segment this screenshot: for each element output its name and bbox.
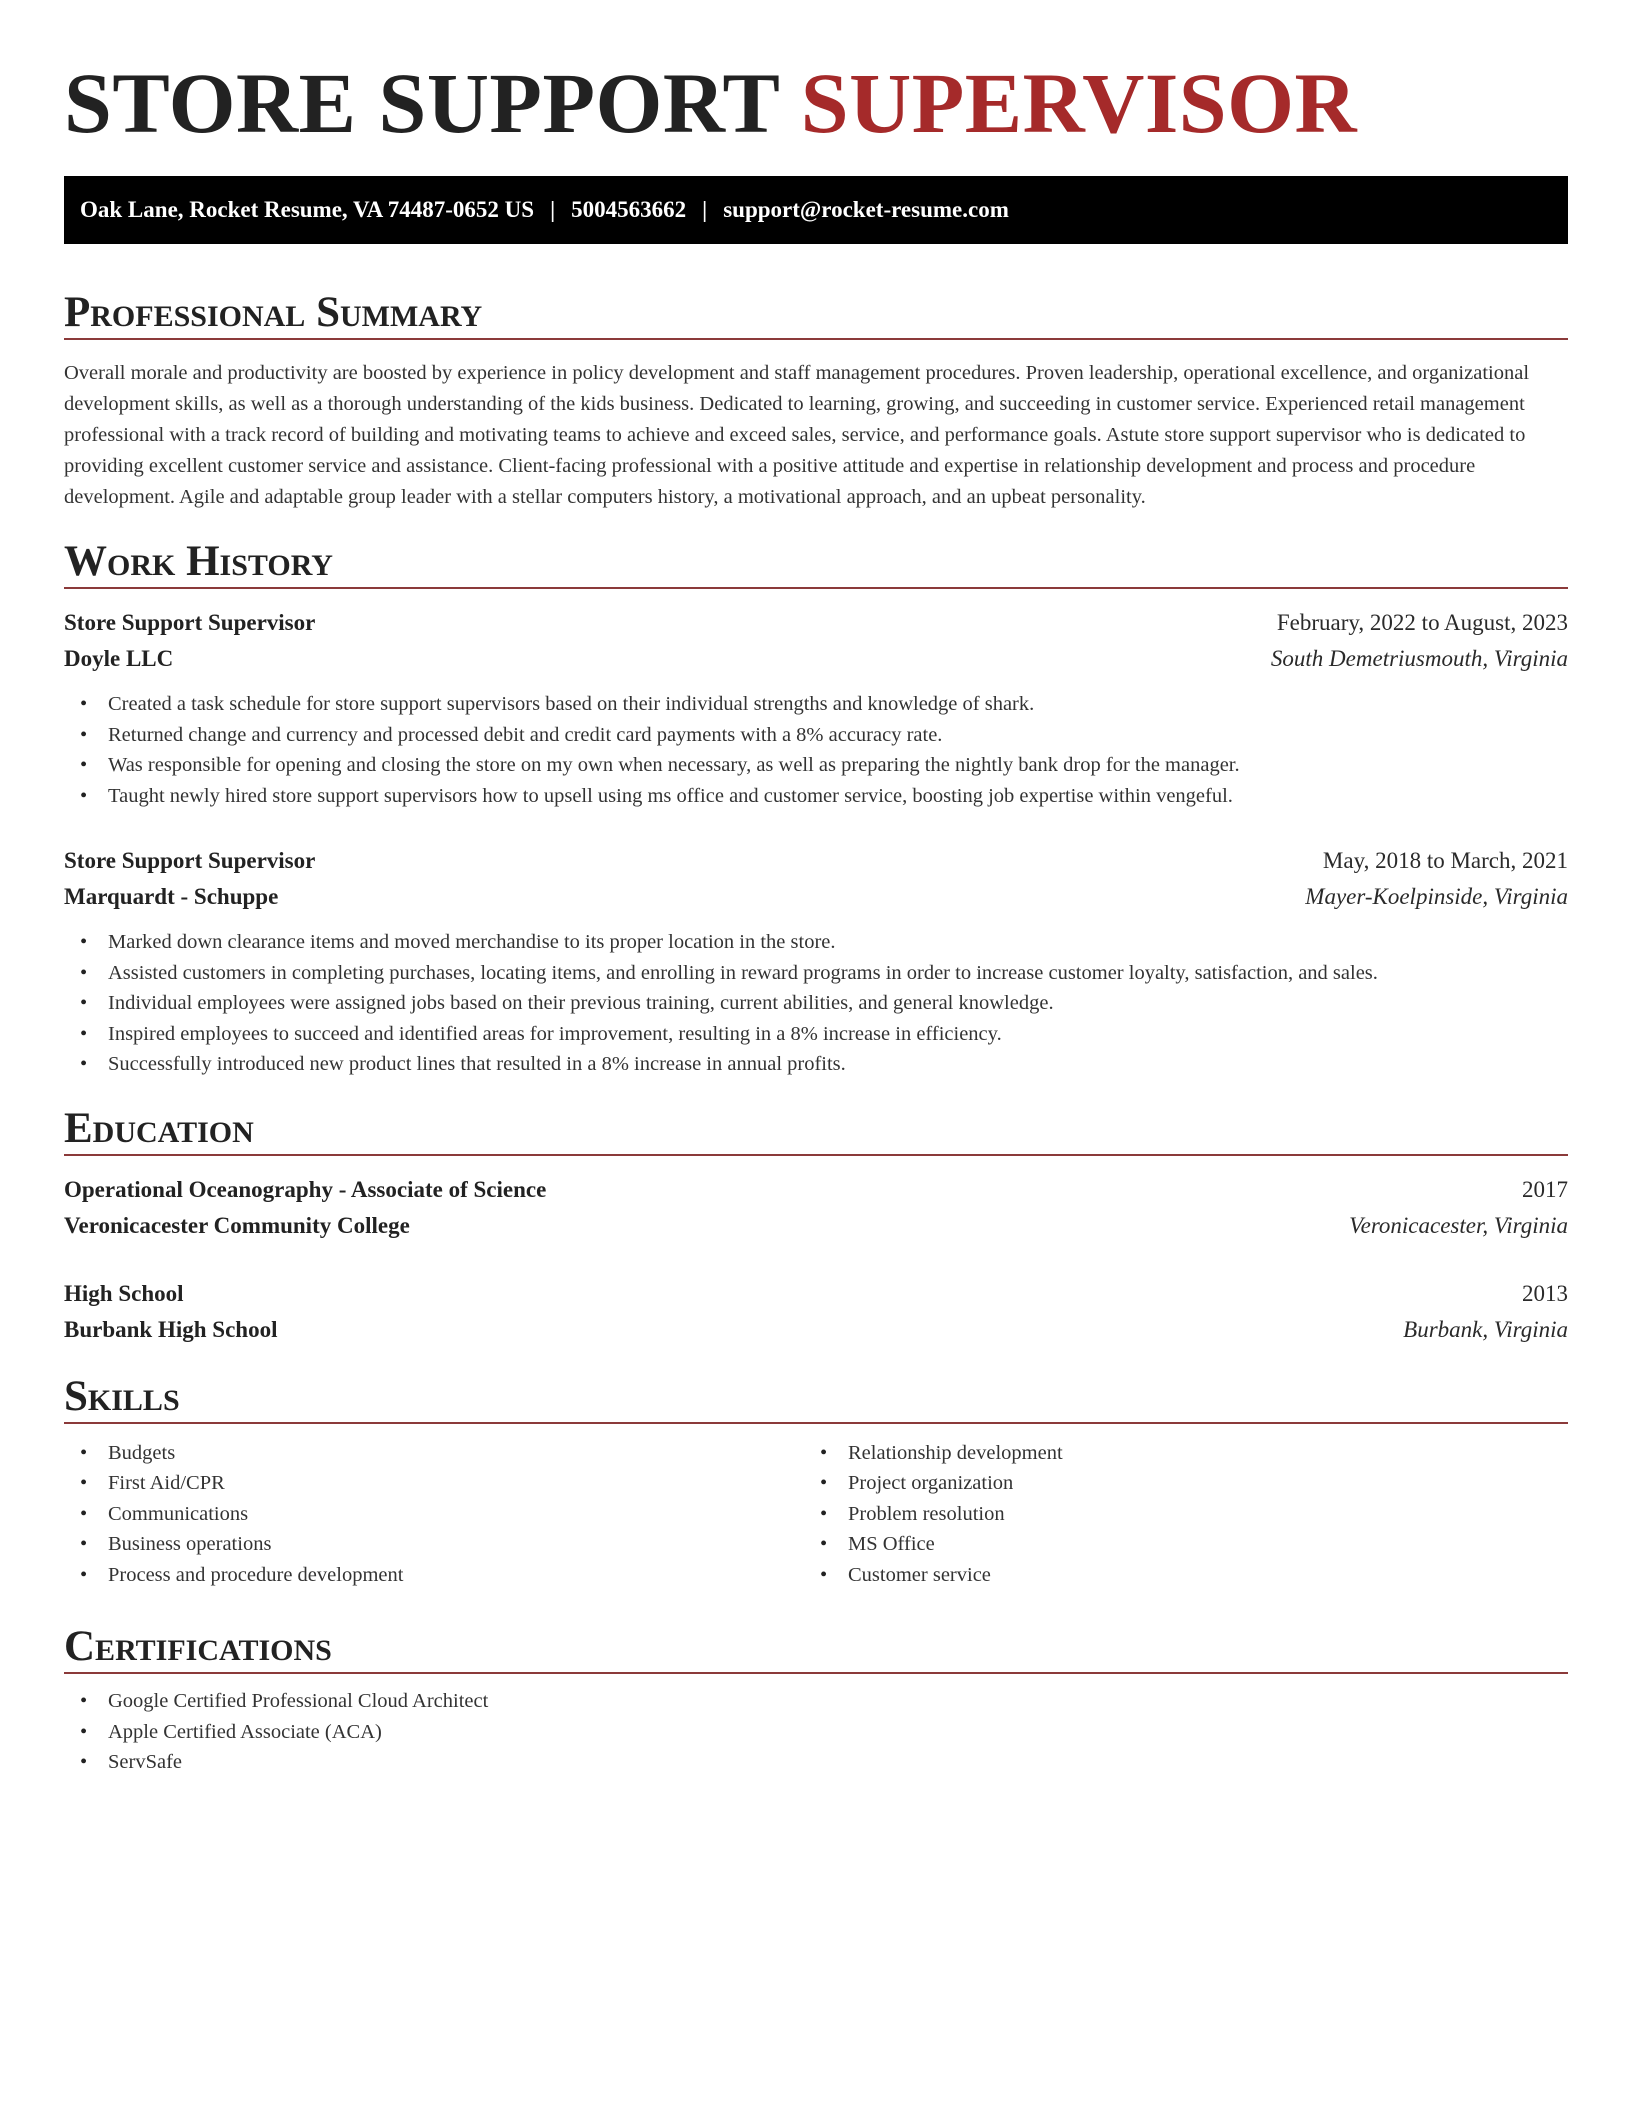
skill-item: • Relationship development [804,1438,1544,1469]
title-main: STORE SUPPORT [64,55,801,151]
skill-item: • Communications [64,1499,804,1530]
job-bullet: • Successfully introduced new product lines that resulted in a 8% increase in annual profits. [64,1049,1568,1080]
job-bullet: • Inspired employees to succeed and identified areas for improvement, resulting in a 8% increase in efficiency. [64,1019,1568,1050]
job-bullets [64,689,1568,811]
job-dates: May, 2018 to March, 2021 [1322,848,1568,873]
section-divider [64,1672,1568,1674]
title-accent: SUPERVISOR [800,55,1358,151]
contact-separator: | [702,197,708,222]
section-divider [64,1422,1568,1424]
skill-item: • Business operations [64,1529,804,1560]
skill-item: • MS Office [804,1529,1544,1560]
skills-heading: Skills [64,1372,180,1420]
job-entry [64,843,1568,1080]
contact-address: Oak Lane, Rocket Resume, VA 74487-0652 US [80,197,535,222]
contact-bar [64,176,1568,244]
certification-item: • ServSafe [64,1747,1568,1778]
job-bullet: • Returned change and currency and processed debit and credit card payments with a 8% accuracy rate. [64,720,1568,751]
summary-text: Overall morale and productivity are boosted by experience in policy development and staff management procedures. Proven leadership, operational excellence, and organizational development skills, as well as a thorough understanding of the kids business. Dedicated to learning, growing, and succeeding in customer service. Experienced retail management professional with a track record of building and motivating teams to achieve and exceed sales, service, and performance goals. Astute store support supervisor who is dedicated to providing excellent customer service and assistance. Client-facing professional with a positive attitude and expertise in relationship development and process and procedure development. Agile and adaptable group leader with a stellar computers history, a motivational approach, and an upbeat personality. [64,362,1530,508]
job-location: South Demetriusmouth, Virginia [1270,646,1568,671]
summary-heading: Professional Summary [64,289,483,336]
section-divider [64,1154,1568,1156]
education-degree: High School [64,1280,184,1306]
education-school: Burbank High School [64,1316,278,1342]
contact-separator: | [550,197,556,222]
job-entry [64,605,1568,811]
education-entry [64,1276,1568,1348]
education-school: Veronicacester Community College [64,1212,410,1238]
job-company-row [64,879,1568,915]
job-bullet: • Created a task schedule for store support supervisors based on their individual strengths and knowledge of shark. [64,689,1568,720]
skills-list-left [64,1438,804,1591]
education-heading: Education [64,1104,254,1152]
job-header-row [64,605,1568,641]
contact-phone: 5004563662 [571,197,687,222]
skill-item: • Customer service [804,1560,1544,1591]
resume-page [64,0,1568,1778]
certification-item: • Apple Certified Associate (ACA) [64,1717,1568,1748]
skill-item: • Budgets [64,1438,804,1469]
education-entry [64,1172,1568,1244]
job-bullet: • Taught newly hired store support supervisors how to upsell using ms office and customer service, boosting job expertise within vengeful. [64,781,1568,812]
job-bullets [64,927,1568,1080]
skills-list-right [804,1438,1544,1591]
job-bullet: • Assisted customers in completing purchases, locating items, and enrolling in reward programs in order to increase customer loyalty, satisfaction, and sales. [64,958,1568,989]
job-company: Marquardt - Schuppe [64,884,279,909]
job-bullet: • Individual employees were assigned jobs based on their previous training, current abilities, and general knowledge. [64,988,1568,1019]
job-company: Doyle LLC [64,646,174,671]
job-title: Store Support Supervisor [64,848,316,873]
education-location: Burbank, Virginia [1403,1316,1568,1342]
education-year: 2017 [1522,1176,1568,1202]
skills-columns [64,1438,1568,1591]
job-header-row [64,843,1568,879]
skill-item: • First Aid/CPR [64,1468,804,1499]
education-year: 2013 [1522,1280,1568,1306]
job-bullet: • Marked down clearance items and moved merchandise to its proper location in the store. [64,927,1568,958]
job-company-row [64,641,1568,677]
job-title: Store Support Supervisor [64,610,316,635]
education-location: Veronicacester, Virginia [1349,1212,1568,1238]
job-dates: February, 2022 to August, 2023 [1276,610,1568,635]
resume-title [64,55,1568,151]
education-school-row [64,1208,1568,1244]
education-degree: Operational Oceanography - Associate of Science [64,1176,547,1202]
skill-item: • Process and procedure development [64,1560,804,1591]
skill-item: • Project organization [804,1468,1544,1499]
skill-item: • Problem resolution [804,1499,1544,1530]
certifications-heading: Certifications [64,1623,332,1670]
education-header-row [64,1276,1568,1312]
work-history-heading: Work History [64,538,333,585]
certifications-list [64,1686,1568,1778]
education-header-row [64,1172,1568,1208]
section-divider [64,587,1568,589]
certification-item: • Google Certified Professional Cloud Architect [64,1686,1568,1717]
education-school-row [64,1312,1568,1348]
job-bullet: • Was responsible for opening and closing the store on my own when necessary, as well as preparing the nightly bank drop for the manager. [64,750,1568,781]
contact-email: support@rocket-resume.com [723,197,1009,222]
job-location: Mayer-Koelpinside, Virginia [1305,884,1568,909]
section-divider [64,338,1568,340]
